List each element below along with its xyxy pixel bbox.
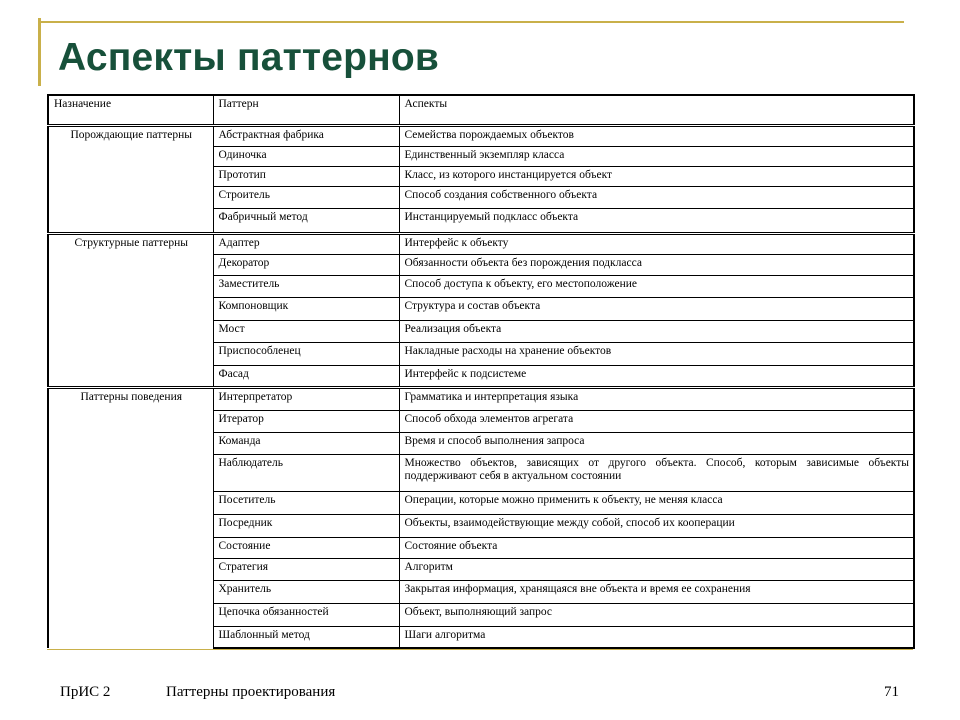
- header-purpose: Назначение: [48, 95, 213, 125]
- pattern-aspect-cell: Шаги алгоритма: [399, 626, 914, 648]
- aspects-table: [47, 94, 915, 649]
- pattern-name-cell: Компоновщик: [213, 297, 399, 320]
- pattern-aspect-cell: Способ обхода элементов агрегата: [399, 410, 914, 432]
- pattern-name-cell: Абстрактная фабрика: [213, 125, 399, 146]
- pattern-aspect-cell: Объект, выполняющий запрос: [399, 603, 914, 626]
- page-number: 71: [884, 684, 899, 700]
- header-aspects: Аспекты: [399, 95, 914, 125]
- pattern-name-cell: Состояние: [213, 537, 399, 558]
- pattern-aspect-cell: Алгоритм: [399, 558, 914, 580]
- pattern-aspect-cell: Время и способ выполнения запроса: [399, 432, 914, 454]
- pattern-group-label: Паттерны поведения: [48, 387, 213, 648]
- pattern-name-cell: Хранитель: [213, 580, 399, 603]
- table-row: [48, 125, 914, 146]
- footer-course: ПрИС 2: [60, 684, 111, 700]
- pattern-group-label: Структурные паттерны: [48, 233, 213, 387]
- aspects-table-body: [48, 95, 914, 648]
- pattern-group-label: Порождающие паттерны: [48, 125, 213, 233]
- pattern-name-cell: Фасад: [213, 365, 399, 387]
- pattern-name-cell: Итератор: [213, 410, 399, 432]
- title-accent-horizontal-line: [38, 21, 904, 23]
- footer-divider: [47, 649, 913, 650]
- pattern-aspect-cell: Интерфейс к объекту: [399, 233, 914, 254]
- title-accent-vertical-line: [38, 18, 41, 86]
- pattern-name-cell: Мост: [213, 320, 399, 342]
- header-pattern: Паттерн: [213, 95, 399, 125]
- pattern-name-cell: Шаблонный метод: [213, 626, 399, 648]
- pattern-aspect-cell: Единственный экземпляр класса: [399, 146, 914, 166]
- pattern-name-cell: Декоратор: [213, 254, 399, 275]
- pattern-name-cell: Посетитель: [213, 491, 399, 514]
- pattern-aspect-cell: Реализация объекта: [399, 320, 914, 342]
- footer-topic: Паттерны проектирования: [166, 684, 336, 700]
- pattern-name-cell: Стратегия: [213, 558, 399, 580]
- table-header-row: [48, 95, 914, 125]
- pattern-name-cell: Адаптер: [213, 233, 399, 254]
- pattern-aspect-cell: Структура и состав объекта: [399, 297, 914, 320]
- pattern-name-cell: Приспособленец: [213, 342, 399, 365]
- table-row: [48, 233, 914, 254]
- pattern-name-cell: Интерпретатор: [213, 387, 399, 410]
- pattern-aspect-cell: Накладные расходы на хранение объектов: [399, 342, 914, 365]
- pattern-aspect-cell: Интерфейс к подсистеме: [399, 365, 914, 387]
- pattern-name-cell: Наблюдатель: [213, 454, 399, 491]
- pattern-name-cell: Цепочка обязанностей: [213, 603, 399, 626]
- pattern-aspect-cell: Способ создания собственного объекта: [399, 186, 914, 208]
- pattern-name-cell: Прототип: [213, 166, 399, 186]
- pattern-name-cell: Одиночка: [213, 146, 399, 166]
- pattern-aspect-cell: Множество объектов, зависящих от другого объекта. Способ, которым зависимые объекты поддерживают себя в актуальном состоянии: [399, 454, 914, 491]
- table-row: [48, 387, 914, 410]
- pattern-aspect-cell: Объекты, взаимодействующие между собой, способ их кооперации: [399, 514, 914, 537]
- pattern-aspect-cell: Обязанности объекта без порождения подкласса: [399, 254, 914, 275]
- pattern-name-cell: Заместитель: [213, 275, 399, 297]
- pattern-aspect-cell: Семейства порождаемых объектов: [399, 125, 914, 146]
- pattern-aspect-cell: Состояние объекта: [399, 537, 914, 558]
- pattern-aspect-cell: Способ доступа к объекту, его местоположение: [399, 275, 914, 297]
- pattern-aspect-cell: Закрытая информация, хранящаяся вне объекта и время ее сохранения: [399, 580, 914, 603]
- pattern-aspect-cell: Класс, из которого инстанцируется объект: [399, 166, 914, 186]
- slide-title: Аспекты паттернов: [58, 36, 440, 79]
- pattern-aspect-cell: Операции, которые можно применить к объекту, не меняя класса: [399, 491, 914, 514]
- pattern-name-cell: Строитель: [213, 186, 399, 208]
- pattern-name-cell: Фабричный метод: [213, 208, 399, 233]
- pattern-name-cell: Команда: [213, 432, 399, 454]
- pattern-aspect-cell: Инстанцируемый подкласс объекта: [399, 208, 914, 233]
- pattern-name-cell: Посредник: [213, 514, 399, 537]
- pattern-aspect-cell: Грамматика и интерпретация языка: [399, 387, 914, 410]
